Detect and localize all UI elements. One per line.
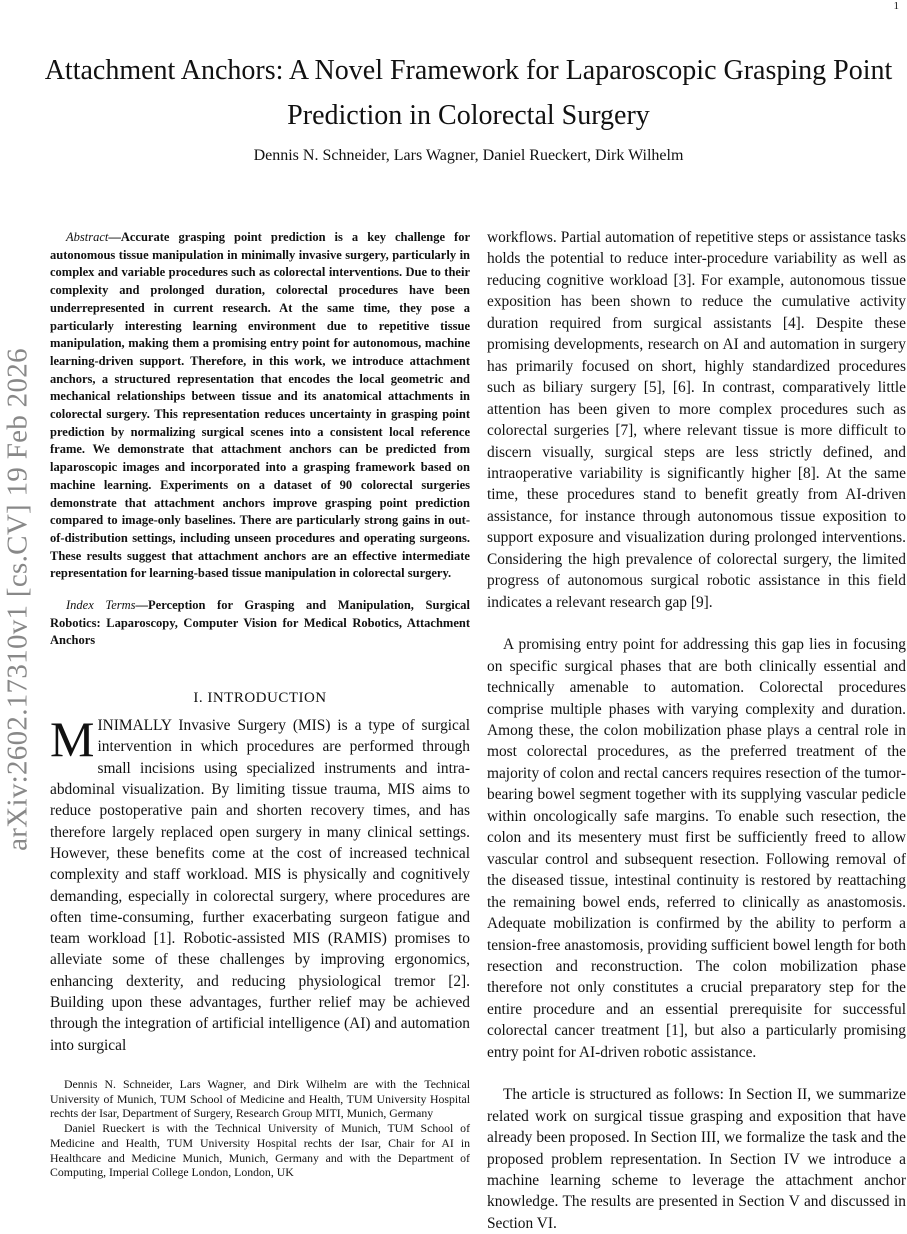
abstract-text: —Accurate grasping point prediction is a key challenge for autonomous tissue manipulation in minimally invasive surgery, particularly in complex and variable procedures such as colorectal interventions. Due to their complexity and prolonged duration, colorectal procedures have been underrepresented in current research. At the same time, they pose a particularly interesting learning environment due to repetitive tissue manipulation, making them a promising entry point for autonomous, machine learning-driven support. Therefore, in this work, we introduce attachment anchors, a structured representation that encodes the local geometric and mechanical relationships between tissue and its anatomical attachments in colorectal surgery. This representation reduces uncertainty in grasping point prediction by normalizing surgical scenes into a consistent local reference frame. We demonstrate that attachment anchors can be predicted from laparoscopic images and incorporated into a grasping framework based on machine learning. Experiments on a dataset of 90 colorectal surgeries demonstrate that attachment anchors improve grasping point prediction compared to image-only baselines. There are particularly strong gains in out-of-distribution settings, including unseen procedures and operating surgeons. These results suggest that attachment anchors are an effective intermediate representation for learning-based tissue manipulation in colorectal surgery. [50,230,470,581]
right-column [487,227,906,1234]
intro-paragraph [50,711,470,1056]
index-terms [50,597,470,650]
abstract-label: Abstract [66,230,109,244]
left-column [50,229,470,1056]
paper-title: Attachment Anchors: A Novel Framework for Laparoscopic Grasping Point Prediction in Colorectal Surgery [44,55,893,131]
intro-text: INIMALLY Invasive Surgery (MIS) is a type of surgical intervention in which procedures are performed through small incisions using specialized instruments and intra-abdominal visualization. By limiting tissue trauma, MIS aims to reduce postoperative pain and shorten recovery times, and has therefore largely replaced open surgery in many clinical settings. However, these benefits come at the cost of increased technical complexity and staff workload. MIS is physically and cognitively demanding, especially in colorectal surgery, where procedures are often time-consuming, further exacerbating surgeon fatigue and team workload [1]. Robotic-assisted MIS (RAMIS) promises to alleviate some of these challenges by improving ergonomics, enhancing dexterity, and reducing physiological tremor [2]. Building upon these advantages, further relief may be achieved through the integration of artificial intelligence (AI) and automation into surgical [50,717,470,1054]
index-terms-label: Index Terms [66,598,136,613]
footnote-affiliation: Dennis N. Schneider, Lars Wagner, and Dirk Wilhelm are with the Technical University of Munich, TUM School of Medicine and Health, TUM University Hospital rechts der Isar, Department of Surgery, Research Group MITI, Munich, Germany [50,1077,470,1121]
footnote-affiliation: Daniel Rueckert is with the Technical University of Munich, TUM School of Medicine and Health, TUM University Hospital rechts der Isar, Chair for AI in Healthcare and Medicine Munich, Munich, Germany and with the Department of Computing, Imperial College London, London, UK [50,1121,470,1180]
index-terms-text: —Perception for Grasping and Manipulation, Surgical Robotics: Laparoscopy, Computer Vision for Medical Robotics, Attachment Anchors [50,598,470,648]
page-number: 1 [893,0,899,12]
dropcap: M [50,711,95,768]
arxiv-identifier: arXiv:2602.17310v1 [cs.CV] 19 Feb 2026 [1,348,34,851]
abstract [50,229,470,583]
body-paragraph: workflows. Partial automation of repetitive steps or assistance tasks holds the potential to reduce inter-procedure variability as well as reducing cognitive workload [3]. For example, autonomous tissue exposition has been shown to reduce the cumulative activity duration required from surgical assistants [4]. Despite these promising developments, research on AI and automation in surgery has primarily focused on short, highly standardized procedures such as biliary surgery [5], [6]. In contrast, comparatively little attention has been given to more complex procedures such as colorectal surgeries [7], where relevant tissue is more difficult to discern visually, surgical steps are less strictly defined, and intraoperative variability is significantly higher [8]. At the same time, these procedures stand to benefit greatly from AI-driven assistance, for instance through autonomous tissue exposition to support exposure and visualization during prolonged interventions. Considering the high prevalence of colorectal surgery, the limited progress of autonomous surgical robotic assistance in this field indicates a relevant research gap [9]. [487,229,906,611]
section-heading: I. INTRODUCTION [193,690,327,707]
footnotes [50,1077,470,1180]
body-paragraph: The article is structured as follows: In Section II, we summarize related work on surgical tissue grasping and exposition that have already been proposed. In Section III, we formalize the task and the proposed problem representation. In Section IV we introduce a machine learning scheme to leverage the attachment anchor knowledge. The results are presented in Section V and discussed in Section VI. [487,1086,906,1232]
body-paragraph: A promising entry point for addressing this gap lies in focusing on specific surgical phases that are both clinically essential and technically amenable to automation. Colorectal procedures comprise multiple phases with varying complexity and duration. Among these, the colon mobilization phase plays a central role in most colorectal procedures, as the preferred treatment of the majority of colon and rectal cancers requires resection of the tumor-bearing bowel segment together with its supplying vascular pedicle within oncologically safe margins. To enable such resection, the colon and its mesentery must first be sufficiently freed to allow vascular control and subsequent resection. Following removal of the diseased tissue, intestinal continuity is restored by reattaching the remaining bowel ends, referred to clinically as anastomosis. Adequate mobilization is confirmed by the ability to perform a tension-free anastomosis, providing sufficient bowel length for both resection and reconstruction. The colon mobilization phase therefore not only constitutes a crucial preparatory step for the entire procedure and an essential prerequisite for successful colorectal cancer treatment [1], but also a particularly promising entry point for AI-driven robotic assistance. [487,636,906,1061]
paper-authors: Dennis N. Schneider, Lars Wagner, Daniel Rueckert, Dirk Wilhelm [253,147,684,164]
